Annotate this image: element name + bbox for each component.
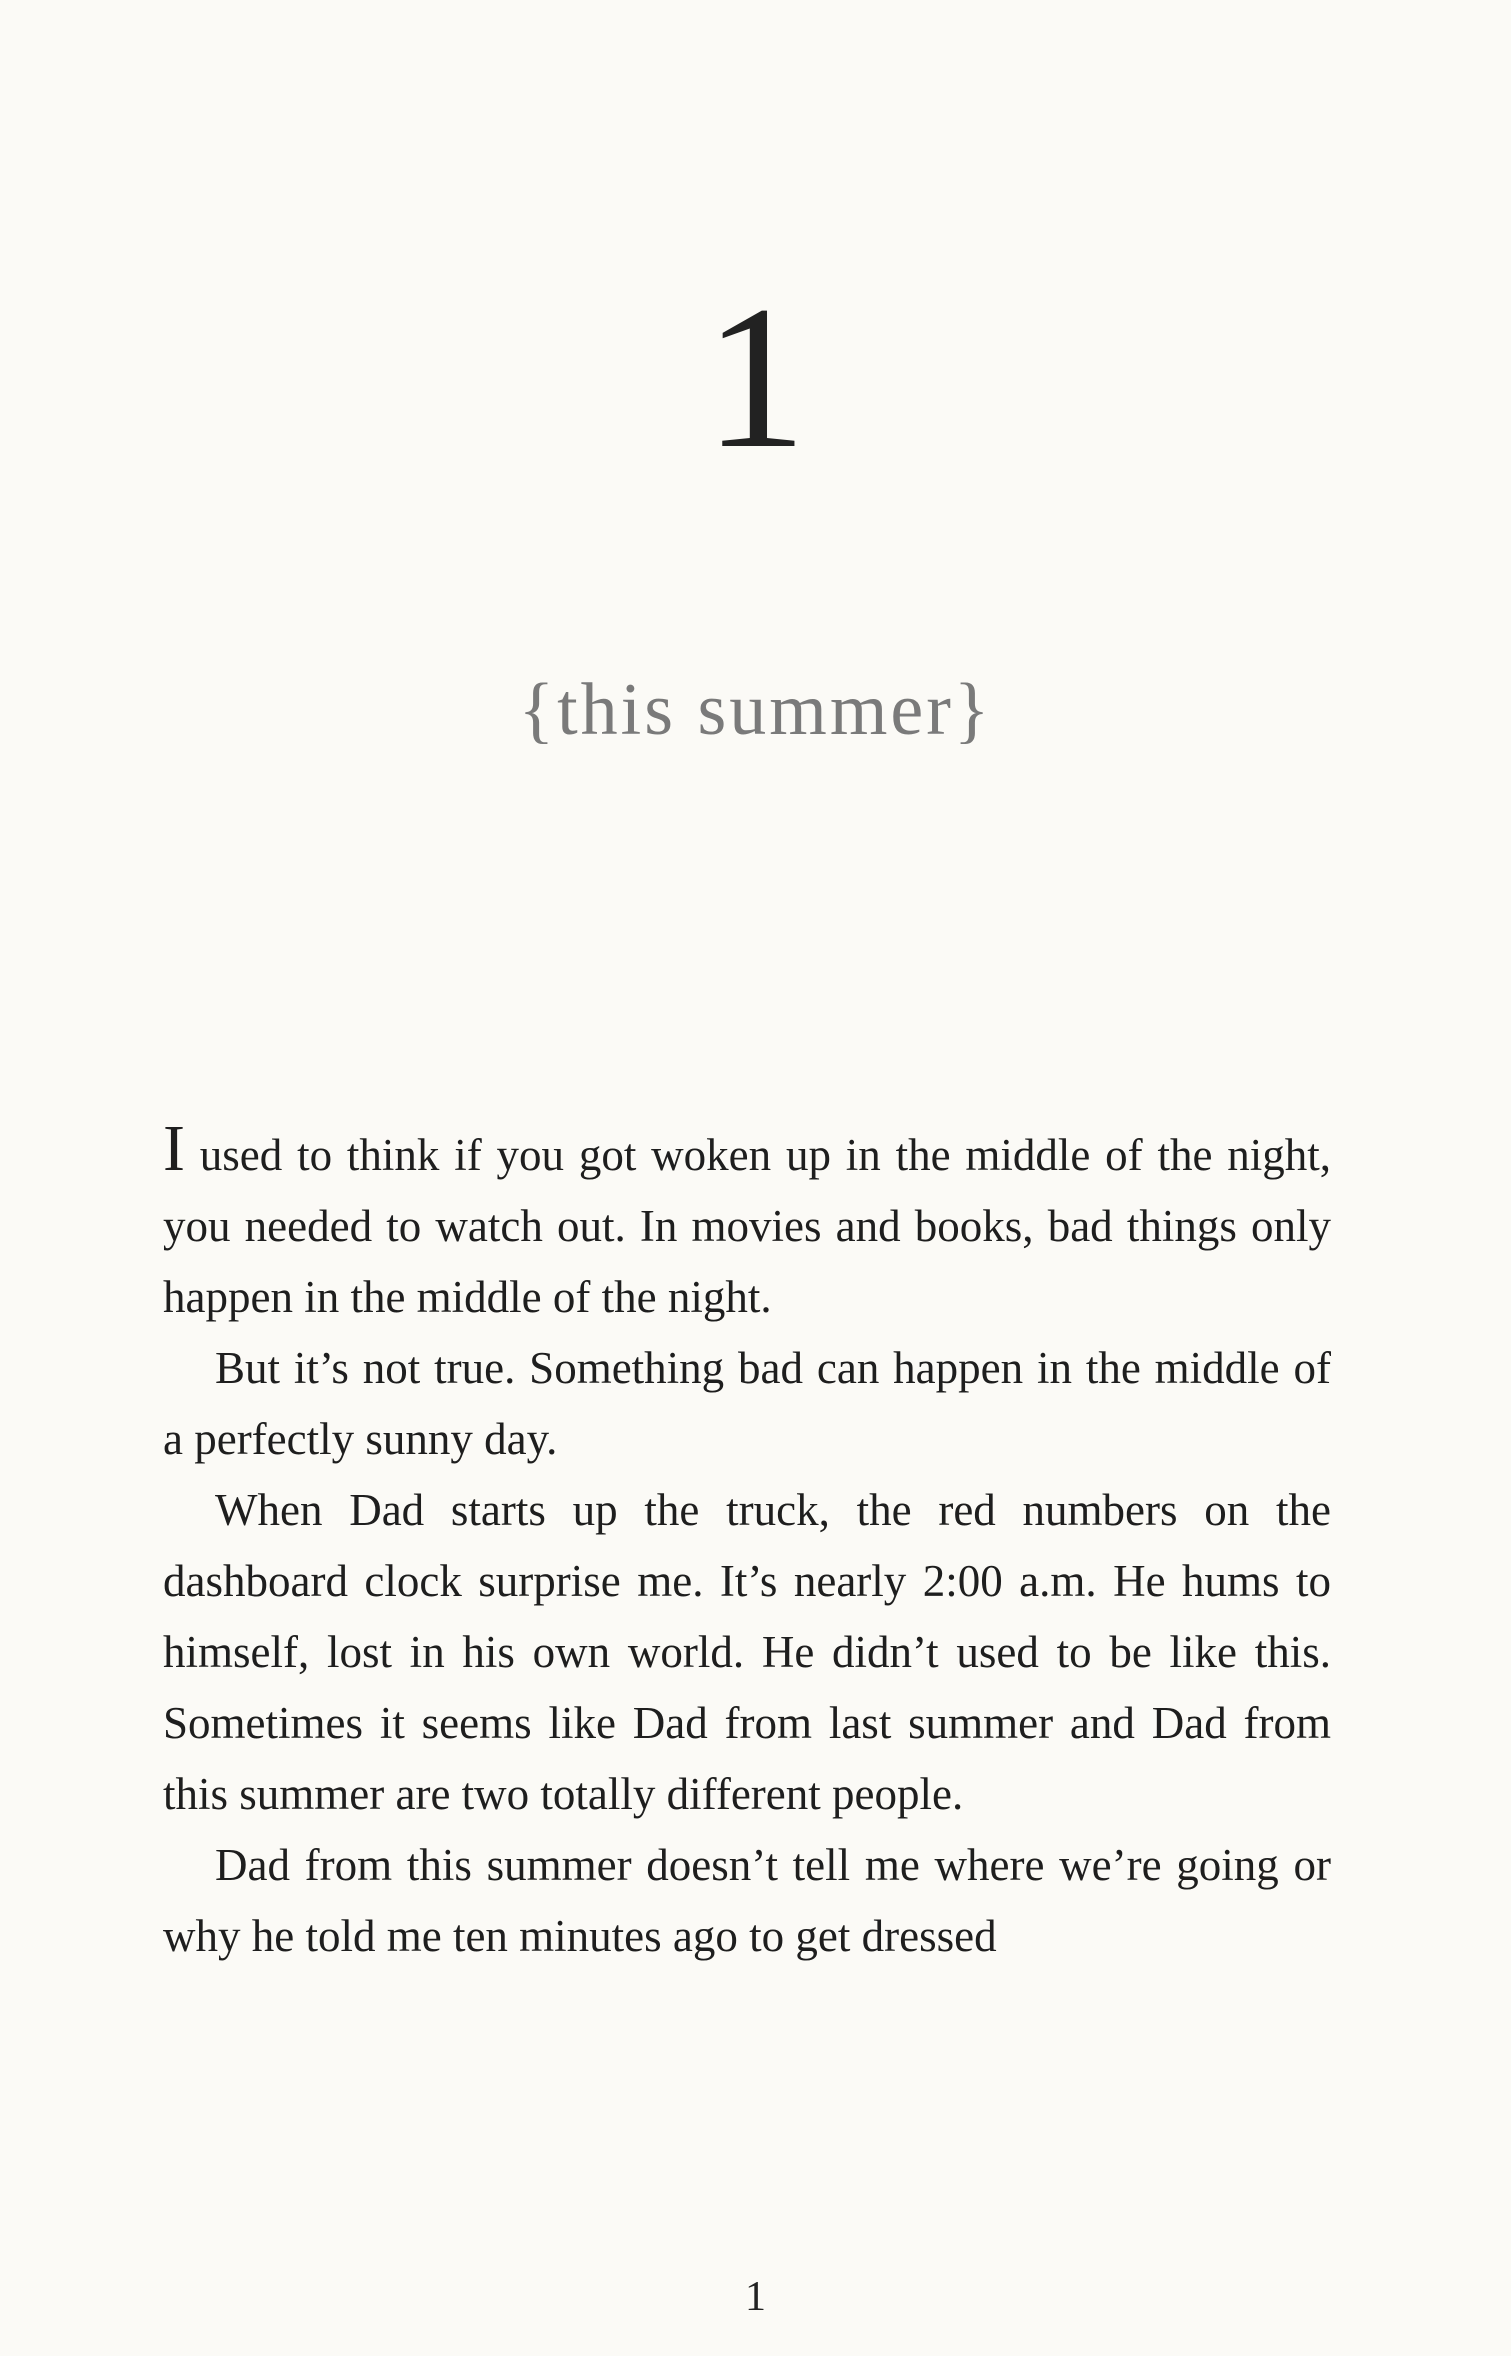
paragraph: Dad from this summer doesn’t tell me where we’re going or why he told me ten minutes ago to get dressed <box>163 1840 1331 1961</box>
paragraph <box>163 1112 1331 1333</box>
paragraph: When Dad starts up the truck, the red numbers on the dashboard clock surprise me. It’s nearly 2:00 a.m. He hums to himself, lost in his own world. He didn’t used to be like this. Sometimes it seems like Dad from last summer and Dad from this summer are two totally different people. <box>163 1485 1331 1819</box>
paragraph: But it’s not true. Something bad can happen in the middle of a perfectly sunny day. <box>163 1343 1331 1464</box>
chapter-subtitle: {this summer} <box>518 669 993 751</box>
paragraph-text: used to think if you got woken up in the middle of the night, you needed to watch out. In movies and books, bad things only happen in the middle of the night. <box>163 1130 1331 1322</box>
page-number: 1 <box>745 2274 766 2320</box>
drop-cap: I <box>163 1112 185 1185</box>
body-text <box>163 1112 1331 1972</box>
chapter-number: 1 <box>704 264 807 491</box>
